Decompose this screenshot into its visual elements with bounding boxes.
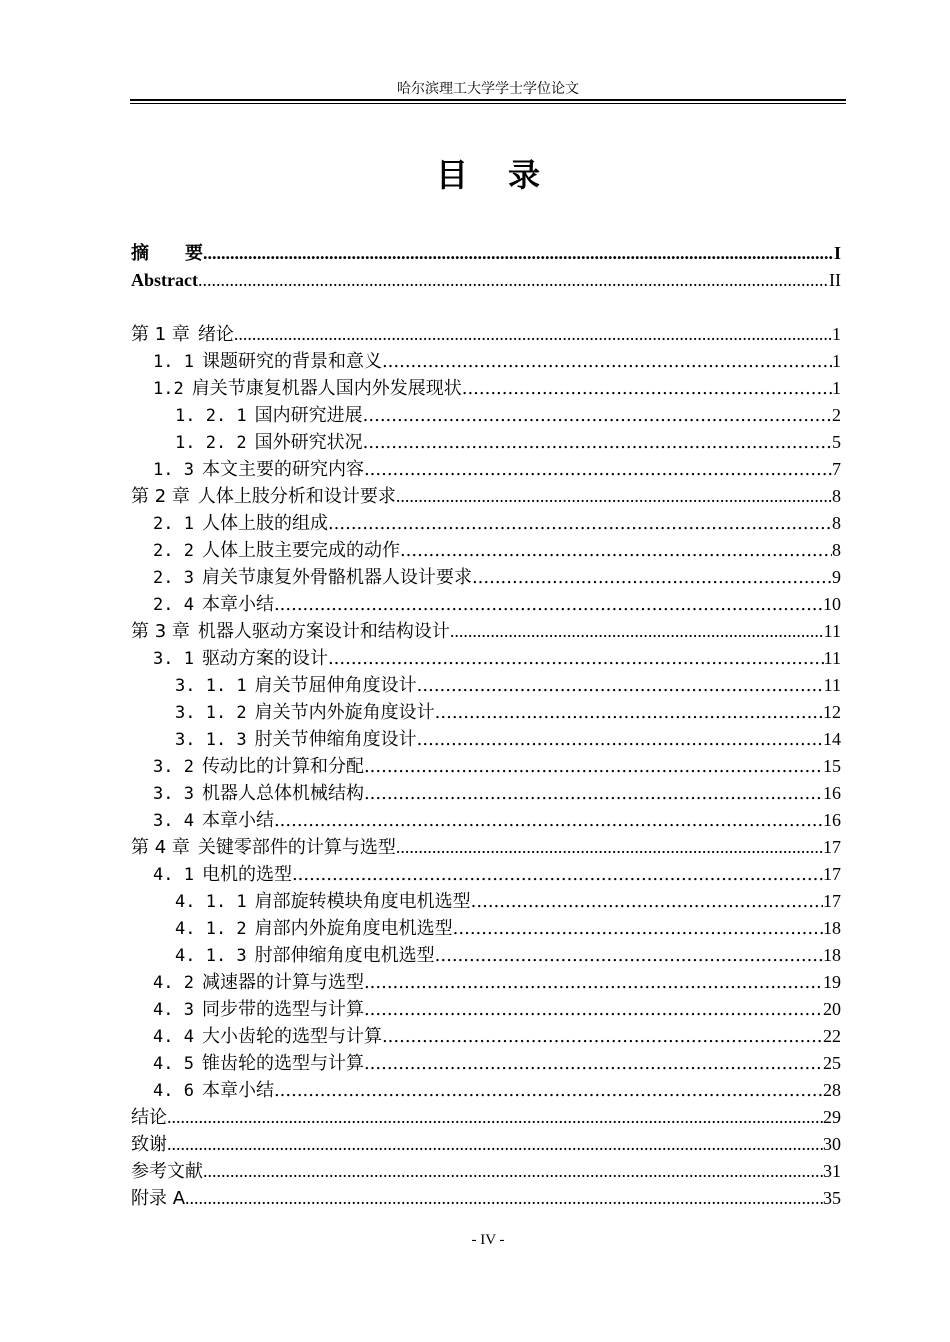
toc-entry-title: 肩关节内外旋角度设计: [254, 702, 435, 723]
toc-entry-number: 4. 1. 3: [175, 946, 247, 966]
toc-leader-dots: [364, 996, 823, 1023]
toc-entry-number: 第 3 章: [131, 621, 190, 642]
toc-page-number: 8: [832, 486, 841, 506]
toc-entry-title: 肩关节屈伸角度设计: [254, 675, 417, 696]
toc-leader-dots: [417, 672, 824, 699]
toc-entry-title: 肘关节伸缩角度设计: [254, 729, 417, 750]
toc-entry-label: [153, 456, 364, 484]
toc-entry-title: 人体上肢主要完成的动作: [201, 540, 400, 561]
toc-entry[interactable]: [131, 348, 841, 375]
toc-entry-title: 肩部旋转模块角度电机选型: [254, 891, 471, 912]
toc-entry-title: 驱动方案的设计: [201, 648, 328, 669]
toc-entry-number: 2. 4: [153, 595, 194, 615]
toc-entry[interactable]: [131, 537, 841, 564]
running-header: 哈尔滨理工大学学士学位论文: [397, 81, 579, 97]
toc-leader-dots: [363, 429, 832, 456]
toc-entry-label: [153, 1077, 274, 1105]
toc-entry-number: 1. 2. 1: [175, 406, 247, 426]
toc-page-number: 14: [823, 729, 841, 749]
toc-entry-title: 本章小结: [201, 594, 274, 615]
toc-page-number: 35: [823, 1188, 841, 1208]
toc-entry-number: 4. 2: [153, 973, 194, 993]
toc-entry-number: 第 4 章: [131, 837, 190, 858]
toc-entry-label: [153, 753, 364, 781]
toc-entry[interactable]: [131, 807, 841, 834]
toc-leader-dots: [450, 618, 824, 645]
toc-page-number: 25: [823, 1053, 841, 1073]
toc-page-number: 10: [823, 594, 841, 614]
toc-entry[interactable]: [131, 591, 841, 618]
toc-entry-label: [131, 1158, 203, 1185]
toc-entry-number: 4. 1. 1: [175, 892, 247, 912]
toc-entry-title: 结论: [131, 1107, 167, 1128]
toc-entry-label: [131, 1131, 167, 1158]
toc-entry-label: [131, 834, 396, 861]
toc-entry-label: [153, 645, 328, 673]
toc-entry[interactable]: [131, 1158, 841, 1185]
toc-entry-title: 本章小结: [201, 1080, 274, 1101]
toc-leader-dots: [400, 537, 832, 564]
toc-page-number: 15: [823, 756, 841, 776]
toc-entry-label: [175, 942, 435, 970]
toc-entry-label: [153, 969, 364, 997]
toc-entry-number: 2. 2: [153, 541, 194, 561]
toc-page-number: 18: [823, 918, 841, 938]
toc-entry-title: 本章小结: [201, 810, 274, 831]
toc-leader-dots: [167, 1131, 823, 1158]
toc-leader-dots: [274, 807, 823, 834]
toc-entry-label: [175, 915, 453, 943]
toc-page-number: 30: [823, 1134, 841, 1154]
toc-entry-number: 4. 4: [153, 1027, 194, 1047]
toc-entry[interactable]: [131, 645, 841, 672]
toc-leader-dots: [396, 834, 823, 861]
toc-leader-dots: [382, 348, 832, 375]
toc-entry[interactable]: [131, 483, 841, 510]
toc-entry-title: 机器人总体机械结构: [201, 783, 364, 804]
toc-entry-title: 参考文献: [131, 1161, 203, 1182]
toc-entry[interactable]: [131, 861, 841, 888]
page-title: 目录: [435, 156, 580, 194]
toc-entry[interactable]: [131, 942, 841, 969]
toc-entry-label: [153, 807, 274, 835]
toc-entry[interactable]: [131, 402, 841, 429]
toc-entry-label: [131, 321, 234, 348]
toc-page-number: 17: [823, 891, 841, 911]
toc-entry-title: 肩关节康复机器人国内外发展现状: [191, 378, 462, 399]
toc-entry-number: 3. 1. 3: [175, 730, 247, 750]
toc-entry[interactable]: [131, 834, 841, 861]
toc-page-number: 11: [823, 621, 841, 641]
toc-entry-title: 电机的选型: [201, 864, 292, 885]
toc-entry[interactable]: [131, 915, 841, 942]
toc-entry-label: [175, 699, 435, 727]
toc-entry-label: [153, 348, 382, 376]
toc-entry-number: 第 1 章: [131, 324, 190, 345]
toc-page-number: 17: [823, 837, 841, 857]
toc-leader-dots: [203, 1158, 823, 1185]
toc-page-number: 7: [832, 459, 841, 479]
toc-entry-label: [153, 1023, 382, 1051]
toc-entry-title: 致谢: [131, 1134, 167, 1155]
toc-leader-dots: [328, 645, 824, 672]
toc-leader-dots: [462, 375, 832, 402]
toc-leader-dots: [274, 591, 823, 618]
toc-entry-label: [153, 537, 400, 565]
toc-entry-label: [175, 888, 471, 916]
toc-entry-number: 1. 3: [153, 460, 194, 480]
toc-leader-dots: [167, 1104, 823, 1131]
toc-entry-label: [131, 267, 198, 294]
toc-entry-title: 肩关节康复外骨骼机器人设计要求: [201, 567, 472, 588]
toc-entry-label: [153, 591, 274, 619]
toc-entry-number: 4. 5: [153, 1054, 194, 1074]
toc-leader-dots: [198, 267, 829, 294]
toc-entry-title: 人体上肢分析和设计要求: [197, 486, 396, 507]
toc-page-number: 16: [823, 810, 841, 830]
toc-entry-title: 摘 要: [131, 243, 203, 263]
toc-entry[interactable]: [131, 726, 841, 753]
toc-page-number: 16: [823, 783, 841, 803]
toc-page-number: 2: [832, 405, 841, 425]
toc-entry[interactable]: [131, 321, 841, 348]
toc-leader-dots: [328, 510, 832, 537]
toc-entry-title: 同步带的选型与计算: [201, 999, 364, 1020]
toc-page-number: II: [829, 270, 841, 290]
toc-page-number: 20: [823, 999, 841, 1019]
toc-leader-dots: [435, 699, 823, 726]
toc-entry-number: 4. 6: [153, 1081, 194, 1101]
page-number-footer: - IV -: [471, 1232, 505, 1248]
toc-entry-title: 本文主要的研究内容: [201, 459, 364, 480]
toc-entry-number: 3. 1: [153, 649, 194, 669]
toc-leader-dots: [364, 753, 823, 780]
toc-entry[interactable]: [131, 1077, 841, 1104]
toc-page-number: 28: [823, 1080, 841, 1100]
toc-page-number: 22: [823, 1026, 841, 1046]
toc-entry-label: [131, 1104, 167, 1131]
toc-entry-title: 减速器的计算与选型: [201, 972, 364, 993]
toc-entry[interactable]: [131, 618, 841, 645]
toc-entry-title: 国外研究状况: [254, 432, 363, 453]
toc-page-number: 19: [823, 972, 841, 992]
header-rule-thin: [130, 103, 846, 104]
toc-entry-title: 肩部内外旋角度电机选型: [254, 918, 453, 939]
toc-page-number: 1: [832, 378, 841, 398]
toc-entry-number: 1. 1: [153, 352, 194, 372]
toc-page-number: 31: [823, 1161, 841, 1181]
toc-entry-title: 锥齿轮的选型与计算: [201, 1053, 364, 1074]
toc-entry-number: 1. 2. 2: [175, 433, 247, 453]
toc-page-number: 11: [823, 675, 841, 695]
toc-entry-number: 第 2 章: [131, 486, 190, 507]
toc-entry-label: [153, 996, 364, 1024]
toc-entry-number: 3. 3: [153, 784, 194, 804]
toc-leader-dots: [363, 402, 832, 429]
toc-entry-label: [153, 564, 472, 592]
toc-entry[interactable]: [131, 1050, 841, 1077]
toc-entry-number: 3. 4: [153, 811, 194, 831]
toc-entry[interactable]: [131, 510, 841, 537]
toc-leader-dots: [364, 456, 832, 483]
toc-page-number: 1: [832, 324, 841, 344]
toc-entry-title: Abstract: [131, 270, 198, 290]
toc-entry-number: 3. 1. 2: [175, 703, 247, 723]
toc-entry[interactable]: [131, 1185, 841, 1212]
toc-page-number: 29: [823, 1107, 841, 1127]
toc-entry[interactable]: [131, 996, 841, 1023]
toc-page-number: 17: [823, 864, 841, 884]
toc-leader-dots: [382, 1023, 823, 1050]
toc-entry-label: [175, 402, 363, 430]
toc-entry[interactable]: [131, 375, 841, 402]
toc-entry-number: 4. 1. 2: [175, 919, 247, 939]
toc-entry-title: 机器人驱动方案设计和结构设计: [197, 621, 450, 642]
toc-entry[interactable]: [131, 888, 841, 915]
toc-entry-title: 传动比的计算和分配: [201, 756, 364, 777]
toc-leader-dots: [364, 1050, 823, 1077]
toc-entry-label: [131, 240, 203, 267]
toc-entry-label: [131, 483, 396, 510]
toc-entry-label: [175, 672, 417, 700]
toc-leader-dots: [435, 942, 823, 969]
toc-entry-title: 绪论: [197, 324, 234, 345]
toc-page-number: 18: [823, 945, 841, 965]
toc-entry-number: 3. 1. 1: [175, 676, 247, 696]
toc-entry[interactable]: [131, 564, 841, 591]
toc-entry[interactable]: [131, 240, 841, 267]
toc-entry-number: 2. 1: [153, 514, 194, 534]
header-rule-thick: [130, 99, 846, 101]
toc-entry-label: [153, 375, 462, 403]
toc-leader-dots: [364, 969, 823, 996]
toc-page-number: 1: [832, 351, 841, 371]
toc-entry[interactable]: [131, 699, 841, 726]
toc-entry-title: 关键零部件的计算与选型: [197, 837, 396, 858]
toc-entry-label: [175, 726, 417, 754]
toc-leader-dots: [471, 888, 823, 915]
toc-entry-number: 4. 1: [153, 865, 194, 885]
toc-entry-label: [131, 618, 450, 645]
toc-entry[interactable]: [131, 969, 841, 996]
toc-entry-label: [175, 429, 363, 457]
toc-entry-number: 2. 3: [153, 568, 194, 588]
toc-entry-number: 1.2: [153, 379, 184, 399]
toc-page-number: 11: [823, 648, 841, 668]
toc-entry[interactable]: [131, 753, 841, 780]
toc-entry[interactable]: [131, 456, 841, 483]
toc-entry-label: [153, 1050, 364, 1078]
toc-leader-dots: [417, 726, 823, 753]
toc-leader-dots: [185, 1185, 823, 1212]
toc-leader-dots: [292, 861, 823, 888]
toc-page-number: 9: [832, 567, 841, 587]
toc-entry[interactable]: [131, 780, 841, 807]
toc-page-number: I: [833, 243, 841, 263]
toc-leader-dots: [234, 321, 832, 348]
toc-leader-dots: [453, 915, 823, 942]
toc-entry-label: [153, 861, 292, 889]
toc-entry-title: 课题研究的背景和意义: [201, 351, 382, 372]
toc-page-number: 8: [832, 540, 841, 560]
toc-entry-title: 国内研究进展: [254, 405, 363, 426]
toc-entry-title: 肘部伸缩角度电机选型: [254, 945, 435, 966]
toc-leader-dots: [364, 780, 823, 807]
toc-entry-label: [153, 780, 364, 808]
toc-leader-dots: [274, 1077, 823, 1104]
toc-entry-title: 人体上肢的组成: [201, 513, 328, 534]
toc-page-number: 12: [823, 702, 841, 722]
toc-entry[interactable]: [131, 267, 841, 294]
toc-page-number: 8: [832, 513, 841, 533]
table-of-contents: [131, 240, 841, 1212]
toc-entry[interactable]: [131, 1104, 841, 1131]
toc-entry-title: 附录 A: [131, 1188, 186, 1209]
toc-entry-label: [153, 510, 328, 538]
toc-entry[interactable]: [131, 1131, 841, 1158]
toc-entry-number: 3. 2: [153, 757, 194, 777]
toc-leader-dots: [203, 240, 834, 267]
toc-leader-dots: [472, 564, 832, 591]
toc-entry[interactable]: [131, 672, 841, 699]
toc-leader-dots: [396, 483, 832, 510]
toc-entry-title: 大小齿轮的选型与计算: [201, 1026, 382, 1047]
toc-entry[interactable]: [131, 429, 841, 456]
toc-entry[interactable]: [131, 1023, 841, 1050]
toc-page-number: 5: [832, 432, 841, 452]
toc-entry-label: [131, 1185, 185, 1212]
toc-entry-number: 4. 3: [153, 1000, 194, 1020]
